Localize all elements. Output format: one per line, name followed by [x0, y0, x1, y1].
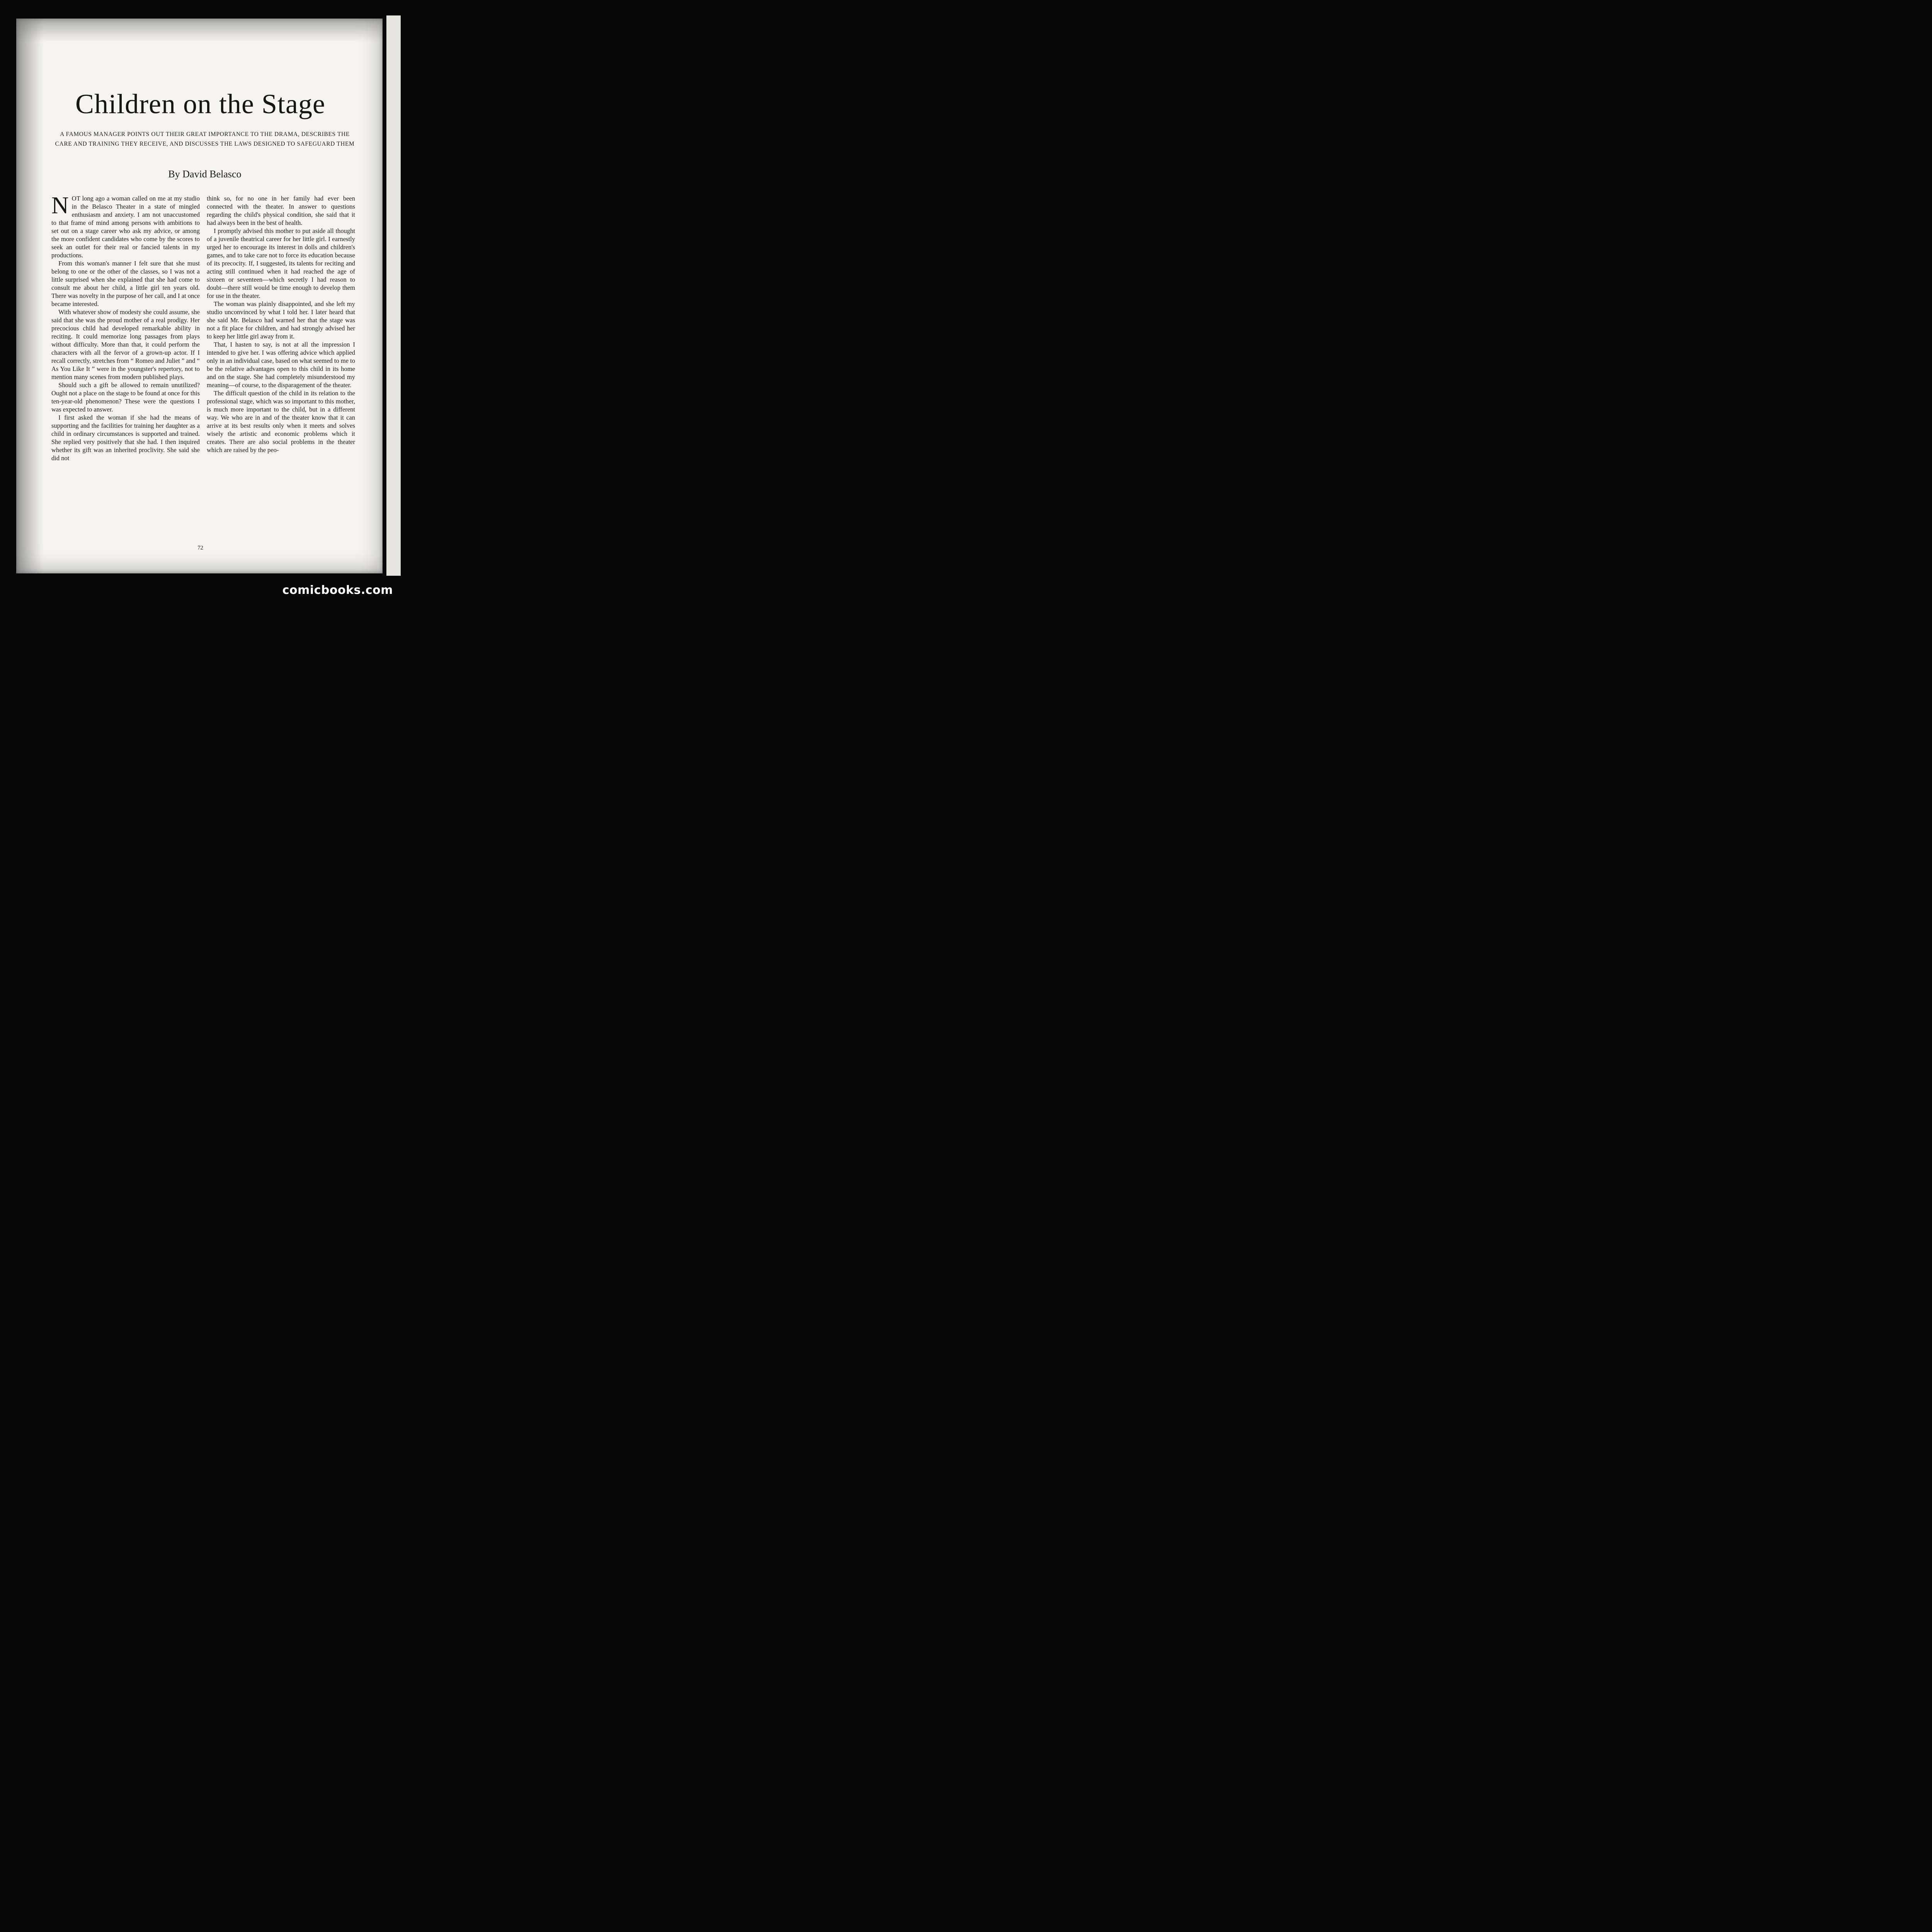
paragraph: The difficult question of the child in its relation to the professional stage, which was so important to this mother, is much more important to the child, but in a different way. We who are in and of the theater know that it can arrive at its best results only when it meets and solves wisely the artistic and economic problems which it creates. There are also social problems in the theater which are raised by the peo- [207, 389, 355, 454]
paragraph: think so, for no one in her family had ever been connected with the theater. In answer to questions regarding the child's physical condition, she said that it had always been in the best of health. [207, 195, 355, 226]
paragraph: I promptly advised this mother to put aside all thought of a juvenile theatrical career for her little girl. I earnestly urged her to encourage its interest in dolls and children's games, and to take care not to force its education because of its precocity. If, I suggested, its talents for reciting and acting still continued when it had reached the age of sixteen or seventeen—which secretly I had reason to doubt—there still would be time enough to develop them for use in the theater. [207, 227, 355, 299]
article-byline: By David Belasco [168, 168, 242, 180]
drop-cap: N [51, 192, 69, 219]
site-watermark: comicbooks.com [282, 583, 393, 597]
article-subtitle: A FAMOUS MANAGER POINTS OUT THEIR GREAT IMPORTANCE TO THE DRAMA, DESCRIBES THE CARE AND TRAINING THEY RECEIVE, AND DISCUSSES THE LAWS DESIGNED TO SAFEGUARD THEM [55, 131, 355, 147]
left-column [51, 194, 200, 462]
paragraph: That, I hasten to say, is not at all the impression I intended to give her. I was offering advice which applied only in an individual case, based on what seemed to me to be the relative advantages open to this child in its home and on the stage. She had completely misunderstood my meaning—of course, to the disparagement of the theater. [207, 341, 355, 389]
paragraph: From this woman's manner I felt sure that she must belong to one or the other of the classes, so I was not a little surprised when she explained that she had come to consult me about her child, a little girl ten years old. There was novelty in the purpose of her call, and I at once became interested. [51, 260, 200, 308]
article-title: Children on the Stage [75, 88, 325, 119]
paragraph: With whatever show of modesty she could assume, she said that she was the proud mother of a real prodigy. Her precocious child had developed remarkable ability in reciting. It could memorize long passages from plays without difficulty. More than that, it could perform the characters with all the fervor of a grown-up actor. If I recall correctly, stretches from “ Romeo and Juliet ” and “ As You Like It ” were in the youngster's repertory, not to mention many scenes from modern published plays. [51, 308, 200, 381]
right-column [207, 194, 355, 454]
paragraph: I first asked the woman if she had the means of supporting and the facilities for training her daughter as a child in ordinary circumstances is supported and trained. She replied very positively that she had. I then inquired whether its gift was an inherited proclivity. She said she did not [51, 414, 200, 462]
page-number: 72 [197, 545, 203, 551]
paragraph-text: OT long ago a woman called on me at my studio in the Belasco Theater in a state of mingled enthusiasm and anxiety. I am not unaccustomed to that frame of mind among persons with ambitions to set out on a stage career who ask my advice, or among the more confident candidates who come by the scores to seek an outlet for their real or fancied talents in my productions. [51, 195, 200, 259]
paragraph: Should such a gift be allowed to remain unutilized? Ought not a place on the stage to be found at once for this ten-year-old phenomenon? These were the questions I was expected to answer. [51, 381, 200, 413]
paragraph [51, 194, 200, 259]
paragraph: The woman was plainly disappointed, and she left my studio unconvinced by what I told her. I later heard that she said Mr. Belasco had warned her that the stage was not a fit place for children, and had strongly advised her to keep her little girl away from it. [207, 300, 355, 340]
